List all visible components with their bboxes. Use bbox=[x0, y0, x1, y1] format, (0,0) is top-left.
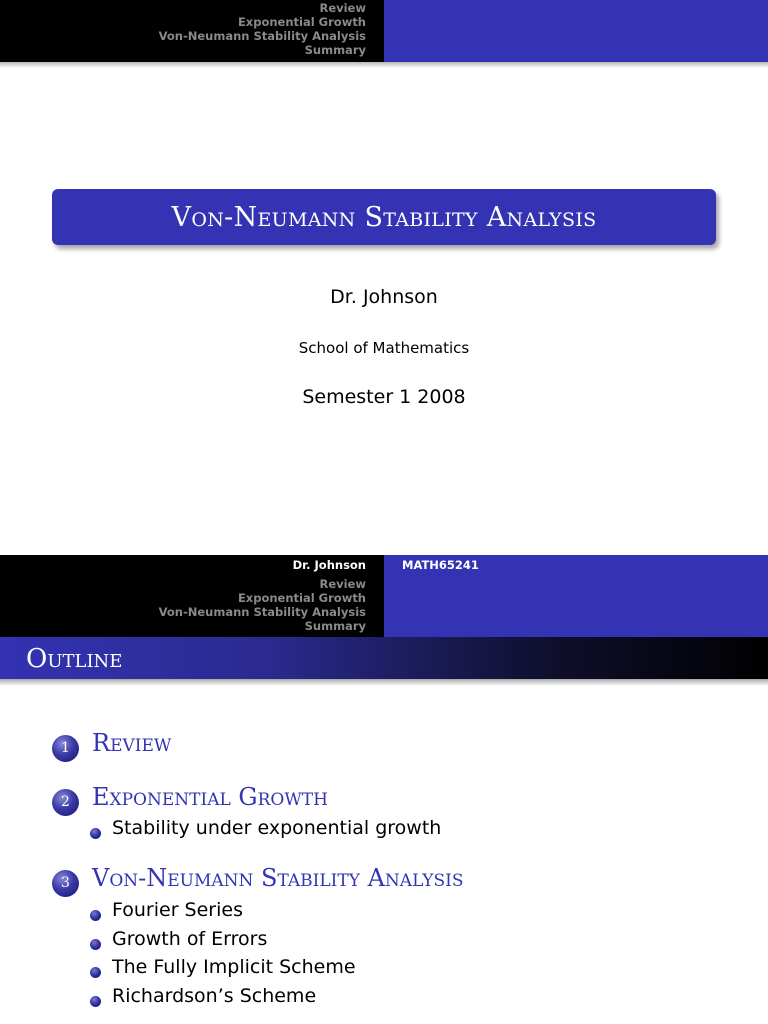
header-left-panel bbox=[0, 0, 384, 62]
header-right-panel bbox=[384, 0, 768, 62]
presentation-date: Semester 1 2008 bbox=[302, 386, 466, 408]
subsection-label[interactable]: Fourier Series bbox=[112, 899, 243, 921]
nav-item-exponential-growth[interactable]: Exponential Growth bbox=[237, 591, 366, 605]
footer-author: Dr. Johnson bbox=[292, 558, 366, 572]
footer-course-code: MATH65241 bbox=[402, 558, 479, 572]
section-number-ball: 2 bbox=[52, 789, 79, 816]
bullet-icon bbox=[90, 939, 101, 950]
bullet-icon bbox=[90, 910, 101, 921]
nav-item-summary[interactable]: Summary bbox=[304, 619, 366, 633]
subsection-label[interactable]: Richardson’s Scheme bbox=[112, 985, 317, 1007]
section-title-exponential-growth[interactable]: Exponential Growth bbox=[92, 783, 328, 811]
frame-title: Outline bbox=[26, 644, 123, 674]
section-navigation-2 bbox=[159, 577, 366, 633]
footer-header-band bbox=[0, 555, 768, 637]
author-name: Dr. Johnson bbox=[330, 286, 438, 308]
institute-name: School of Mathematics bbox=[298, 339, 470, 357]
nav-item-review[interactable]: Review bbox=[319, 1, 366, 15]
nav-item-review[interactable]: Review bbox=[319, 577, 366, 591]
section-navigation bbox=[159, 1, 366, 57]
bullet-icon bbox=[90, 996, 101, 1007]
title-box bbox=[52, 189, 716, 245]
frame-title-bar bbox=[0, 637, 768, 679]
section-number-ball: 1 bbox=[52, 735, 79, 762]
presentation-title: Von-Neumann Stability Analysis bbox=[171, 202, 597, 233]
subsection-label[interactable]: The Fully Implicit Scheme bbox=[112, 956, 356, 978]
nav-item-exponential-growth[interactable]: Exponential Growth bbox=[237, 15, 366, 29]
bullet-icon bbox=[90, 828, 101, 839]
subsection-label[interactable]: Growth of Errors bbox=[112, 928, 268, 950]
subsection-label[interactable]: Stability under exponential growth bbox=[112, 817, 442, 839]
frame-title-shadow bbox=[0, 679, 768, 686]
bullet-icon bbox=[90, 967, 101, 978]
slide1-header bbox=[0, 0, 768, 62]
nav-item-von-neumann[interactable]: Von-Neumann Stability Analysis bbox=[158, 29, 366, 43]
nav-item-summary[interactable]: Summary bbox=[304, 43, 366, 57]
nav-item-von-neumann[interactable]: Von-Neumann Stability Analysis bbox=[158, 605, 366, 619]
section-title-review[interactable]: Review bbox=[92, 729, 172, 757]
section-number-ball: 3 bbox=[52, 870, 79, 897]
header-shadow bbox=[0, 62, 768, 68]
section-title-von-neumann[interactable]: Von-Neumann Stability Analysis bbox=[92, 864, 464, 892]
